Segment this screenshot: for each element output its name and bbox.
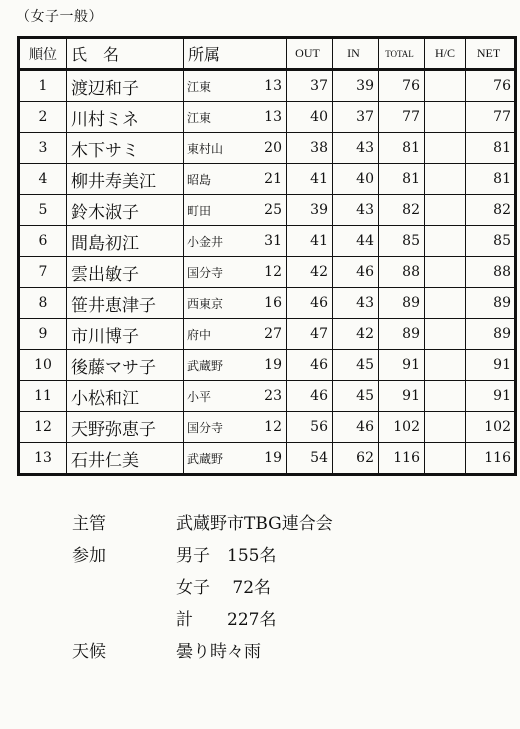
- event-info: [72, 505, 472, 665]
- cell-total: 116: [379, 443, 425, 475]
- cell-net: 81: [466, 133, 516, 164]
- participants-total: 計 227名: [176, 609, 277, 630]
- cell-out: 47: [287, 319, 333, 350]
- cell-rank: 5: [19, 195, 67, 226]
- club-name: 小平: [187, 389, 212, 404]
- table-row: [19, 288, 516, 319]
- cell-rank: 9: [19, 319, 67, 350]
- cell-rank: 6: [19, 226, 67, 257]
- cell-net: 116: [466, 443, 516, 475]
- cell-hc: [425, 164, 466, 195]
- cell-in: 42: [333, 319, 379, 350]
- cell-total: 81: [379, 164, 425, 195]
- cell-rank: 10: [19, 350, 67, 381]
- participants-total-row: [72, 601, 472, 633]
- cell-out: 40: [287, 102, 333, 133]
- cell-hc: [425, 350, 466, 381]
- cell-out: 46: [287, 381, 333, 412]
- cell-total: 82: [379, 195, 425, 226]
- table-row: [19, 70, 516, 102]
- cell-out: 39: [287, 195, 333, 226]
- table-row: [19, 350, 516, 381]
- cell-out: 41: [287, 164, 333, 195]
- cell-net: 88: [466, 257, 516, 288]
- cell-club: [184, 288, 287, 319]
- club-code: 25: [264, 202, 282, 218]
- table-row: [19, 381, 516, 412]
- header-in: IN: [333, 38, 379, 70]
- cell-out: 56: [287, 412, 333, 443]
- cell-club: [184, 195, 287, 226]
- table-row: [19, 164, 516, 195]
- cell-in: 40: [333, 164, 379, 195]
- cell-hc: [425, 288, 466, 319]
- cell-total: 77: [379, 102, 425, 133]
- participants-women-row: [72, 569, 472, 601]
- cell-rank: 13: [19, 443, 67, 475]
- cell-hc: [425, 195, 466, 226]
- cell-out: 46: [287, 350, 333, 381]
- cell-out: 46: [287, 288, 333, 319]
- cell-name: 雲出敏子: [67, 257, 184, 288]
- host-row: [72, 505, 472, 537]
- cell-in: 44: [333, 226, 379, 257]
- cell-total: 85: [379, 226, 425, 257]
- host-value: 武蔵野市TBG連合会: [176, 513, 333, 534]
- cell-out: 41: [287, 226, 333, 257]
- club-name: 国分寺: [187, 420, 224, 435]
- club-name: 武蔵野: [187, 358, 224, 373]
- cell-net: 102: [466, 412, 516, 443]
- cell-rank: 3: [19, 133, 67, 164]
- cell-club: [184, 164, 287, 195]
- weather-label: 天候: [72, 641, 106, 662]
- cell-rank: 2: [19, 102, 67, 133]
- cell-total: 81: [379, 133, 425, 164]
- cell-name: 天野弥恵子: [67, 412, 184, 443]
- cell-in: 43: [333, 288, 379, 319]
- host-label: 主管: [72, 513, 106, 534]
- header-out: OUT: [287, 38, 333, 70]
- club-code: 21: [264, 171, 282, 187]
- cell-net: 76: [466, 70, 516, 102]
- cell-rank: 4: [19, 164, 67, 195]
- club-name: 昭島: [187, 172, 212, 187]
- cell-club: [184, 226, 287, 257]
- club-code: 27: [264, 326, 282, 342]
- cell-name: 後藤マサ子: [67, 350, 184, 381]
- header-net: NET: [466, 38, 516, 70]
- cell-name: 市川博子: [67, 319, 184, 350]
- cell-name: 渡辺和子: [67, 70, 184, 102]
- cell-in: 37: [333, 102, 379, 133]
- cell-total: 88: [379, 257, 425, 288]
- cell-net: 89: [466, 288, 516, 319]
- cell-name: 鈴木淑子: [67, 195, 184, 226]
- club-name: 江東: [187, 79, 212, 94]
- club-name: 江東: [187, 110, 212, 125]
- cell-in: 45: [333, 350, 379, 381]
- cell-in: 39: [333, 70, 379, 102]
- cell-net: 77: [466, 102, 516, 133]
- table-row: [19, 102, 516, 133]
- cell-hc: [425, 226, 466, 257]
- cell-net: 85: [466, 226, 516, 257]
- club-code: 19: [264, 450, 282, 466]
- cell-hc: [425, 133, 466, 164]
- participants-row: [72, 537, 472, 569]
- club-code: 13: [264, 109, 282, 125]
- cell-out: 37: [287, 70, 333, 102]
- header-total: TOTAL: [379, 38, 425, 70]
- cell-club: [184, 102, 287, 133]
- club-name: 国分寺: [187, 265, 224, 280]
- cell-total: 91: [379, 350, 425, 381]
- club-code: 19: [264, 357, 282, 373]
- results-table: [17, 36, 517, 476]
- cell-in: 43: [333, 133, 379, 164]
- cell-total: 89: [379, 319, 425, 350]
- cell-total: 89: [379, 288, 425, 319]
- participants-men: 男子 155名: [176, 545, 277, 566]
- club-name: 武蔵野: [187, 451, 224, 466]
- cell-rank: 8: [19, 288, 67, 319]
- table-row: [19, 133, 516, 164]
- cell-name: 笹井恵津子: [67, 288, 184, 319]
- table-row: [19, 195, 516, 226]
- weather-row: [72, 633, 472, 665]
- table-row: [19, 319, 516, 350]
- club-code: 13: [264, 78, 282, 94]
- cell-name: 間島初江: [67, 226, 184, 257]
- table-header-row: [19, 38, 516, 70]
- cell-net: 91: [466, 381, 516, 412]
- cell-name: 柳井寿美江: [67, 164, 184, 195]
- cell-total: 102: [379, 412, 425, 443]
- cell-club: [184, 350, 287, 381]
- cell-hc: [425, 412, 466, 443]
- table-row: [19, 257, 516, 288]
- club-name: 町田: [187, 203, 212, 218]
- cell-hc: [425, 443, 466, 475]
- club-name: 府中: [187, 327, 212, 342]
- cell-name: 木下サミ: [67, 133, 184, 164]
- cell-name: 小松和江: [67, 381, 184, 412]
- club-code: 20: [264, 140, 282, 156]
- club-code: 31: [264, 233, 282, 249]
- club-name: 東村山: [187, 141, 224, 156]
- header-rank: 順位: [19, 38, 67, 70]
- cell-in: 46: [333, 257, 379, 288]
- table-body: [19, 70, 516, 475]
- club-name: 西東京: [187, 296, 224, 311]
- cell-club: [184, 319, 287, 350]
- cell-out: 42: [287, 257, 333, 288]
- cell-net: 81: [466, 164, 516, 195]
- cell-in: 45: [333, 381, 379, 412]
- cell-in: 43: [333, 195, 379, 226]
- weather-value: 曇り時々雨: [176, 641, 261, 662]
- cell-in: 46: [333, 412, 379, 443]
- cell-rank: 12: [19, 412, 67, 443]
- cell-total: 76: [379, 70, 425, 102]
- cell-rank: 1: [19, 70, 67, 102]
- cell-hc: [425, 70, 466, 102]
- cell-club: [184, 70, 287, 102]
- table-row: [19, 226, 516, 257]
- table-row: [19, 443, 516, 475]
- table-row: [19, 412, 516, 443]
- cell-total: 91: [379, 381, 425, 412]
- cell-name: 川村ミネ: [67, 102, 184, 133]
- cell-club: [184, 257, 287, 288]
- cell-net: 89: [466, 319, 516, 350]
- header-club: 所属: [184, 38, 287, 70]
- club-code: 23: [264, 388, 282, 404]
- cell-club: [184, 381, 287, 412]
- club-code: 12: [264, 264, 282, 280]
- section-heading: （女子一般）: [16, 9, 103, 25]
- header-name: 氏 名: [67, 38, 184, 70]
- cell-rank: 7: [19, 257, 67, 288]
- cell-net: 82: [466, 195, 516, 226]
- club-name: 小金井: [187, 234, 224, 249]
- cell-hc: [425, 102, 466, 133]
- cell-out: 38: [287, 133, 333, 164]
- club-code: 12: [264, 419, 282, 435]
- club-code: 16: [264, 295, 282, 311]
- cell-hc: [425, 381, 466, 412]
- header-hc: H/C: [425, 38, 466, 70]
- participants-label: 参加: [72, 545, 106, 566]
- participants-women: 女子 72名: [176, 577, 272, 598]
- cell-rank: 11: [19, 381, 67, 412]
- cell-out: 54: [287, 443, 333, 475]
- cell-club: [184, 412, 287, 443]
- cell-hc: [425, 319, 466, 350]
- cell-club: [184, 443, 287, 475]
- cell-hc: [425, 257, 466, 288]
- cell-name: 石井仁美: [67, 443, 184, 475]
- cell-club: [184, 133, 287, 164]
- cell-net: 91: [466, 350, 516, 381]
- cell-in: 62: [333, 443, 379, 475]
